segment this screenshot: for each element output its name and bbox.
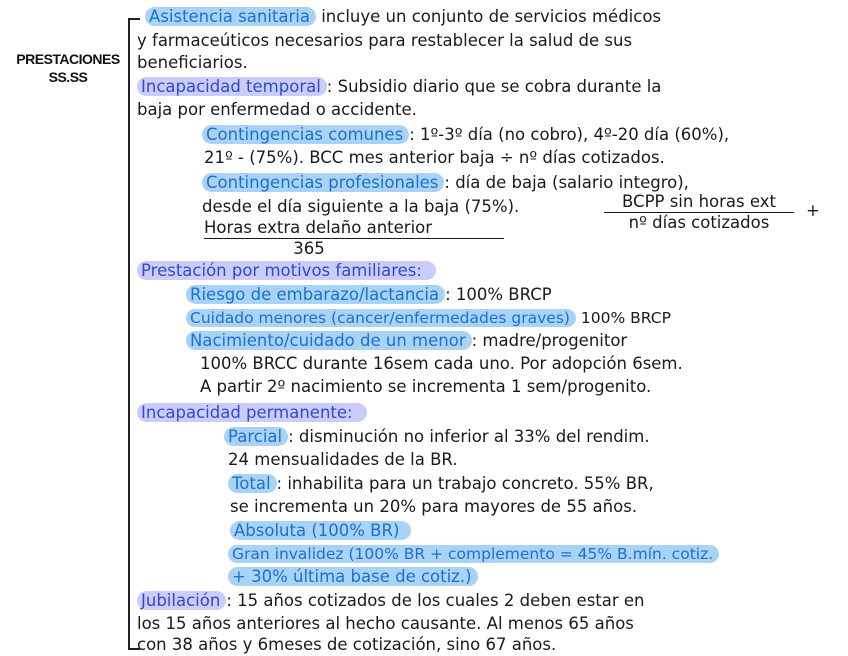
it-line-2: baja por enfermedad o accidente. — [137, 100, 417, 119]
ip-line — [137, 402, 367, 424]
cuidado-line — [186, 307, 671, 329]
riesgo-term: Riesgo de embarazo/lactancia — [186, 285, 445, 304]
total-line-1 — [228, 473, 654, 495]
cuidado-term: Cuidado menores (cancer/enfermedades graves) — [186, 309, 576, 327]
nacimiento-term: Nacimiento/cuidado de un menor — [186, 331, 472, 350]
plus-sign: + — [806, 201, 820, 220]
overtime-fraction — [204, 218, 504, 259]
total-term: Total — [228, 474, 277, 493]
nacimiento-definition: : madre/progenitor — [471, 331, 628, 350]
jubilacion-line-3: con 38 años y 6meses de cotización, sino 67 años. — [137, 635, 557, 654]
fraction-numerator: BCPP sin horas ext — [604, 192, 794, 213]
nacimiento-line-1 — [186, 330, 627, 352]
fraction-denominator: nº días cotizados — [628, 213, 770, 232]
comunes-line-2: 21º - (75%). BCC mes anterior baja ÷ nº días cotizados. — [204, 148, 665, 167]
asistencia-definition: incluye un conjunto de servicios médicos — [315, 7, 662, 26]
overtime-denominator: 365 — [293, 239, 325, 258]
comunes-line-1 — [202, 124, 729, 146]
comunes-term: Contingencias comunes — [202, 125, 409, 144]
absoluta-line — [230, 520, 411, 542]
title-line-2: SS.SS — [48, 69, 88, 85]
asistencia-line-2: y farmaceúticos necesarios para restablecer la salud de sus — [137, 31, 633, 50]
absoluta-term: Absoluta (100% BR) — [230, 521, 411, 540]
profesionales-term: Contingencias profesionales — [202, 173, 444, 192]
asistencia-line-3: beneficiarios. — [137, 53, 248, 72]
it-term: Incapacidad temporal — [137, 77, 327, 96]
familiares-term: Prestación por motivos familiares: — [137, 261, 436, 280]
parcial-line-1 — [224, 426, 650, 448]
it-definition: : Subsidio diario que se cobra durante la — [326, 77, 662, 96]
asistencia-line-1 — [145, 6, 661, 28]
riesgo-line — [186, 284, 552, 306]
gran-invalidez-continuation: + 30% última base de cotiz.) — [228, 567, 478, 586]
bcpp-fraction — [604, 192, 794, 233]
asistencia-term: Asistencia sanitaria — [145, 7, 316, 26]
it-line-1 — [137, 76, 661, 98]
parcial-definition: : disminución no inferior al 33% del rendim. — [288, 427, 650, 446]
gran-invalidez-line-2 — [228, 566, 478, 588]
title-line-1: PRESTACIONES — [16, 51, 120, 67]
profesionales-line-2: desde el día siguiente a la baja (75%). — [202, 197, 520, 216]
jubilacion-line-2: los 15 años anteriores al hecho causante. Al menos 65 años — [137, 614, 634, 633]
gran-invalidez-term: Gran invalidez (100% BR + complemento = 45% B.mín. cotiz. — [228, 545, 719, 563]
ip-term: Incapacidad permanente: — [137, 403, 367, 422]
familiares-line — [137, 260, 436, 282]
page-title — [12, 50, 124, 86]
total-line-2: se incrementa un 20% para mayores de 55 años. — [230, 497, 638, 516]
parcial-term: Parcial — [224, 427, 288, 446]
jubilacion-definition: : 15 años cotizados de los cuales 2 deben estar en — [226, 591, 645, 610]
jubilacion-term: Jubilación — [137, 591, 226, 610]
comunes-definition: : 1º-3º día (no cobro), 4º-20 día (60%), — [409, 125, 730, 144]
profesionales-line-1 — [202, 172, 689, 194]
parcial-line-2: 24 mensualidades de la BR. — [228, 450, 458, 469]
nacimiento-line-3: A partir 2º nacimiento se incrementa 1 sem/progenito. — [200, 377, 652, 396]
total-definition: : inhabilita para un trabajo concreto. 55% BR, — [276, 474, 654, 493]
gran-invalidez-line-1 — [228, 543, 719, 565]
jubilacion-line-1 — [137, 590, 645, 612]
nacimiento-line-2: 100% BRCC durante 16sem cada uno. Por adopción 6sem. — [200, 354, 683, 373]
riesgo-definition: : 100% BRCP — [445, 285, 552, 304]
profesionales-definition: : día de baja (salario integro), — [444, 173, 689, 192]
cuidado-definition: 100% BRCP — [575, 309, 671, 327]
overtime-numerator: Horas extra delaño anterior — [204, 218, 504, 239]
